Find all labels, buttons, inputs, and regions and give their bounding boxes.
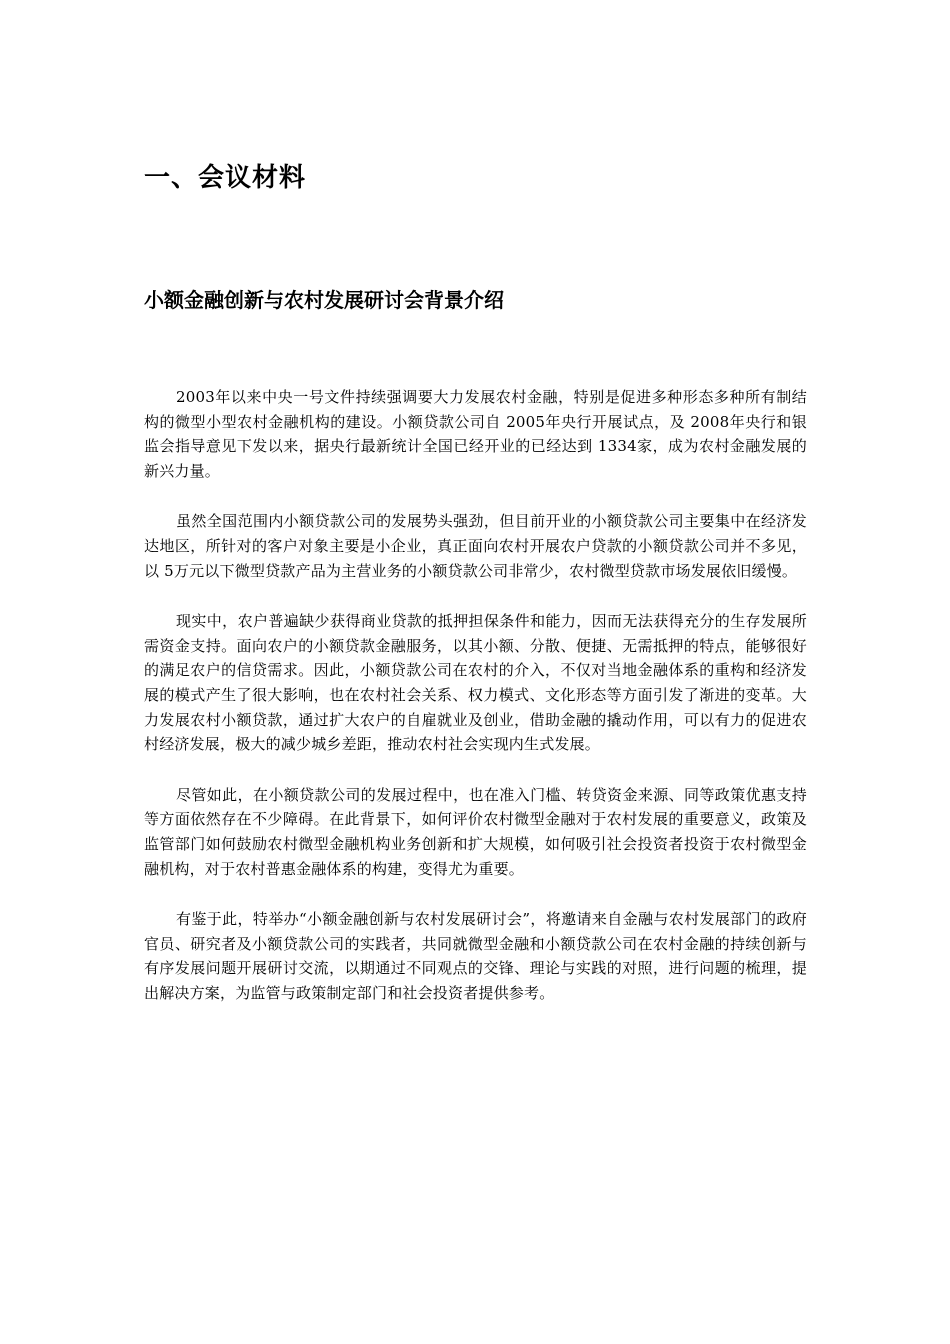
paragraph: 虽然全国范围内小额贷款公司的发展势头强劲，但目前开业的小额贷款公司主要集中在经济发达地区，所针对的客户对象主要是小企业，真正面向农村开展农户贷款的小额贷款公司并不多见，以 5万元以下微型贷款产品为主营业务的小额贷款公司非常少，农村微型贷款市场发展依旧缓慢。	[144, 512, 807, 580]
paragraph: 有鉴于此，特举办“小额金融创新与农村发展研讨会”，将邀请来自金融与农村发展部门的政府官员、研究者及小额贷款公司的实践者，共同就微型金融和小额贷款公司在农村金融的持续创新与有序发展问题开展研讨交流，以期通过不同观点的交锋、理论与实践的对照，进行问题的梳理，提出解决方案，为监管与政策制定部门和社会投资者提供参考。	[144, 910, 807, 1002]
body-text	[144, 385, 807, 1031]
paragraph: 现实中，农户普遍缺少获得商业贷款的抵押担保条件和能力，因而无法获得充分的生存发展所需资金支持。面向农户的小额贷款金融服务，以其小额、分散、便捷、无需抵押的特点，能够很好的满足农户的信贷需求。因此，小额贷款公司在农村的介入，不仅对当地金融体系的重构和经济发展的模式产生了很大影响，也在农村社会关系、权力模式、文化形态等方面引发了渐进的变革。大力发展农村小额贷款，通过扩大农户的自雇就业及创业，借助金融的撬动作用，可以有力的促进农村经济发展，极大的减少城乡差距，推动农村社会实现内生式发展。	[144, 612, 807, 754]
paragraph: 尽管如此，在小额贷款公司的发展过程中，也在准入门槛、转贷资金来源、同等政策优惠支持等方面依然存在不少障碍。在此背景下，如何评价农村微型金融对于农村发展的重要意义，政策及监管部门如何鼓励农村微型金融机构业务创新和扩大规模，如何吸引社会投资者投资于农村微型金融机构，对于农村普惠金融体系的构建，变得尤为重要。	[144, 785, 807, 878]
section-heading: 一、会议材料	[144, 163, 307, 193]
paragraph: 2003年以来中央一号文件持续强调要大力发展农村金融，特别是促进多种形态多种所有制结构的微型小型农村金融机构的建设。小额贷款公司自 2005年央行开展试点，及 2008年央行和银监会指导意见下发以来，据央行最新统计全国已经开业的已经达到 1334家，成为农村金融发展的新兴力量。	[144, 388, 807, 480]
document-title: 小额金融创新与农村发展研讨会背景介绍	[144, 288, 504, 312]
